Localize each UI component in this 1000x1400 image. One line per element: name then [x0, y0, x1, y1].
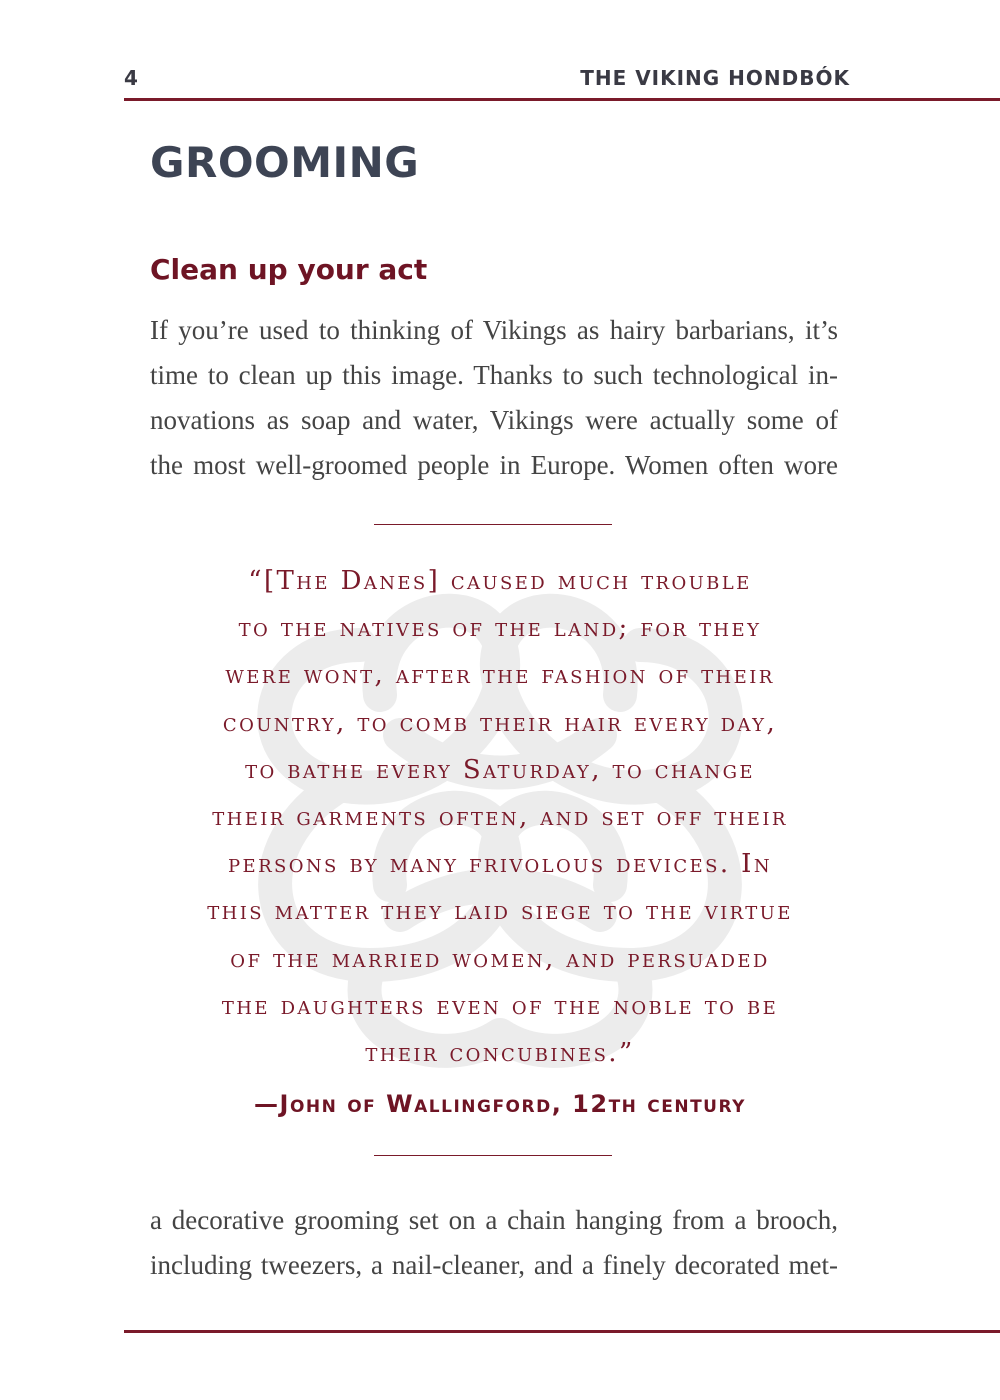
quote-line: their concubines.” — [365, 1038, 635, 1069]
header-rule — [124, 98, 1000, 101]
quote-line: to bathe every Saturday, to change — [245, 754, 755, 785]
body-line: time to clean up this image. Thanks to such technological in- — [150, 360, 838, 390]
section-heading: Clean up your act — [150, 253, 428, 286]
quote-line: persons by many frivolous devices. In — [228, 849, 772, 880]
quote-line: of the married women, and persuaded — [230, 943, 770, 974]
quote-line: were wont, after the fashion of their — [225, 660, 775, 691]
body-line: a decorative grooming set on a chain hanging from a brooch, — [150, 1205, 838, 1235]
body-paragraph-top — [150, 308, 838, 488]
quote-line: their garments often, and set off their — [212, 802, 788, 833]
quote-line: “[The Danes] caused much trouble — [248, 566, 752, 596]
quote-line: country, to comb their hair every day, — [222, 707, 778, 738]
quote-line: to the natives of the land; for they — [238, 613, 762, 644]
body-line: If you’re used to thinking of Vikings as hairy barbarians, it’s — [150, 315, 838, 345]
quote-line: this matter they laid siege to the virtue — [207, 896, 793, 927]
quote-line: the daughters even of the noble to be — [221, 990, 779, 1021]
body-paragraph-bottom — [150, 1198, 838, 1288]
page-number: 4 — [124, 66, 138, 90]
chapter-title: GROOMING — [150, 138, 420, 187]
body-line: novations as soap and water, Vikings were actually some of — [150, 405, 838, 435]
body-line: including tweezers, a nail-cleaner, and a finely decorated met- — [150, 1250, 838, 1280]
running-title: THE VIKING HONDBÓK — [580, 66, 850, 90]
footer-rule — [124, 1330, 1000, 1333]
quote-rule-upper — [374, 524, 612, 525]
body-line: the most well-groomed people in Europe. Women often wore — [150, 450, 838, 480]
pull-quote — [140, 558, 860, 1077]
quote-rule-lower — [374, 1155, 612, 1156]
quote-attribution: —John of Wallingford, 12th century — [254, 1090, 746, 1118]
